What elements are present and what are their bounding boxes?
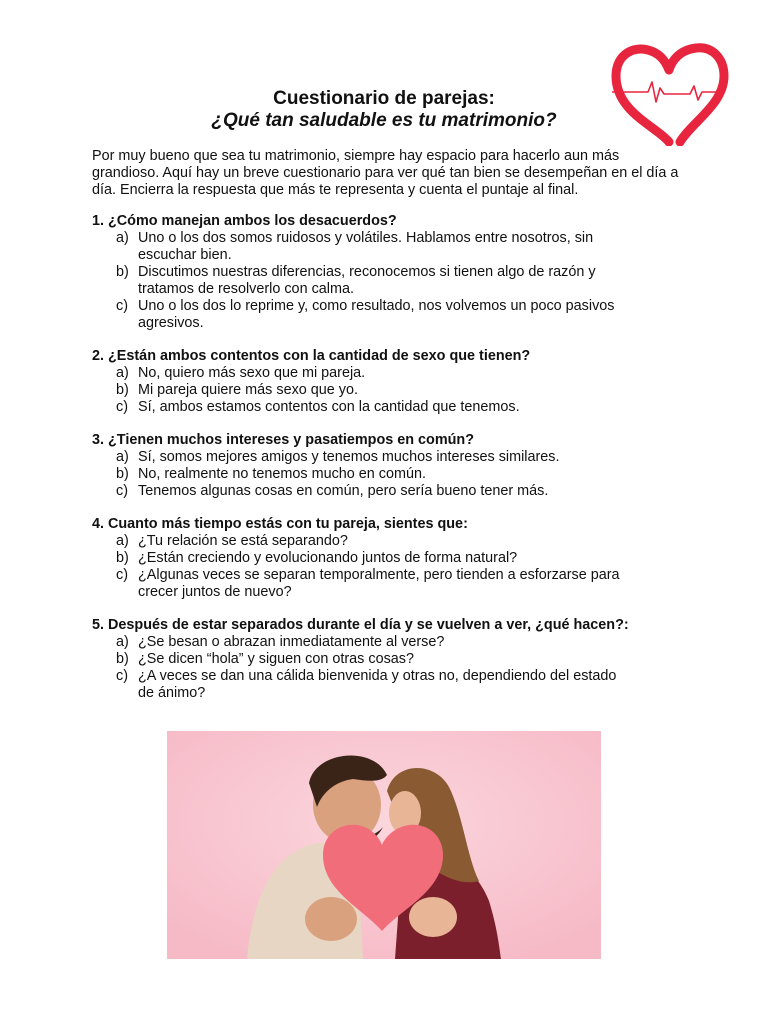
question-title: 4. Cuanto más tiempo estás con tu pareja, sientes que:	[92, 516, 468, 532]
question-title: 5. Después de estar separados durante el día y se vuelven a ver, ¿qué hacen?:	[92, 617, 629, 633]
option-text: Mi pareja quiere más sexo que yo.	[138, 382, 358, 398]
answer-option[interactable]	[92, 399, 692, 416]
question-3	[92, 432, 692, 500]
answer-option[interactable]	[92, 466, 692, 483]
option-letter: a)	[116, 449, 129, 465]
option-letter: a)	[116, 230, 129, 246]
option-text: Uno o los dos somos ruidosos y volátiles. Hablamos entre nosotros, sin escuchar bien.	[138, 230, 594, 263]
question-title: 3. ¿Tienen muchos intereses y pasatiempos en común?	[92, 432, 474, 448]
answer-option[interactable]	[92, 651, 692, 668]
option-text: ¿A veces se dan una cálida bienvenida y otras no, dependiendo del estado de ánimo?	[138, 668, 617, 701]
answer-option[interactable]	[92, 668, 692, 702]
option-text: ¿Se dicen “hola” y siguen con otras cosas?	[138, 651, 414, 667]
answer-option[interactable]	[92, 550, 692, 567]
option-text: No, realmente no tenemos mucho en común.	[138, 466, 426, 482]
option-letter: c)	[116, 298, 128, 314]
answer-option[interactable]	[92, 382, 692, 399]
answer-option[interactable]	[92, 634, 692, 651]
option-text: Discutimos nuestras diferencias, reconocemos si tienen algo de razón y tratamos de resolverlo con calma.	[138, 264, 596, 297]
option-text: ¿Están creciendo y evolucionando juntos de forma natural?	[138, 550, 518, 566]
question-title: 2. ¿Están ambos contentos con la cantidad de sexo que tienen?	[92, 348, 531, 364]
option-letter: a)	[116, 533, 129, 549]
answer-option[interactable]	[92, 449, 692, 466]
question-title: 1. ¿Cómo manejan ambos los desacuerdos?	[92, 213, 397, 229]
questions-list	[92, 213, 692, 718]
option-letter: b)	[116, 466, 129, 482]
question-2	[92, 348, 692, 416]
option-text: Uno o los dos lo reprime y, como resultado, nos volvemos un poco pasivos agresivos.	[138, 298, 615, 331]
option-letter: c)	[116, 483, 128, 499]
couple-photo	[167, 731, 601, 959]
intro-paragraph: Por muy bueno que sea tu matrimonio, siempre hay espacio para hacerlo aun más grandioso. Aquí hay un breve cuestionario para ver qué tan bien se desempeñan en el día a día. Encierra la respuesta que más te representa y cuenta el puntaje al final.	[92, 148, 679, 198]
question-1	[92, 213, 692, 332]
option-text: ¿Algunas veces se separan temporalmente, pero tienden a esforzarse para crecer juntos de nuevo?	[138, 567, 620, 600]
option-text: ¿Tu relación se está separando?	[138, 533, 348, 549]
document-header	[0, 88, 768, 132]
answer-option[interactable]	[92, 230, 692, 264]
answer-option[interactable]	[92, 567, 692, 601]
option-text: Sí, somos mejores amigos y tenemos muchos intereses similares.	[138, 449, 560, 465]
answer-option[interactable]	[92, 483, 692, 500]
option-letter: b)	[116, 382, 129, 398]
option-letter: c)	[116, 567, 128, 583]
document-title: Cuestionario de parejas:	[273, 88, 495, 109]
answer-option[interactable]	[92, 298, 692, 332]
option-letter: c)	[116, 668, 128, 684]
option-letter: b)	[116, 550, 129, 566]
woman-hand	[409, 897, 457, 937]
option-text: No, quiero más sexo que mi pareja.	[138, 365, 366, 381]
answer-option[interactable]	[92, 533, 692, 550]
option-letter: b)	[116, 651, 129, 667]
question-4	[92, 516, 692, 601]
option-text: Sí, ambos estamos contentos con la cantidad que tenemos.	[138, 399, 520, 415]
option-letter: a)	[116, 634, 129, 650]
question-5	[92, 617, 692, 702]
answer-option[interactable]	[92, 365, 692, 382]
option-letter: a)	[116, 365, 129, 381]
document-subtitle: ¿Qué tan saludable es tu matrimonio?	[211, 110, 557, 131]
man-hand	[305, 897, 357, 941]
option-text: Tenemos algunas cosas en común, pero sería bueno tener más.	[138, 483, 549, 499]
option-text: ¿Se besan o abrazan inmediatamente al verse?	[138, 634, 445, 650]
option-letter: b)	[116, 264, 129, 280]
option-letter: c)	[116, 399, 128, 415]
answer-option[interactable]	[92, 264, 692, 298]
couple-illustration	[167, 731, 601, 959]
